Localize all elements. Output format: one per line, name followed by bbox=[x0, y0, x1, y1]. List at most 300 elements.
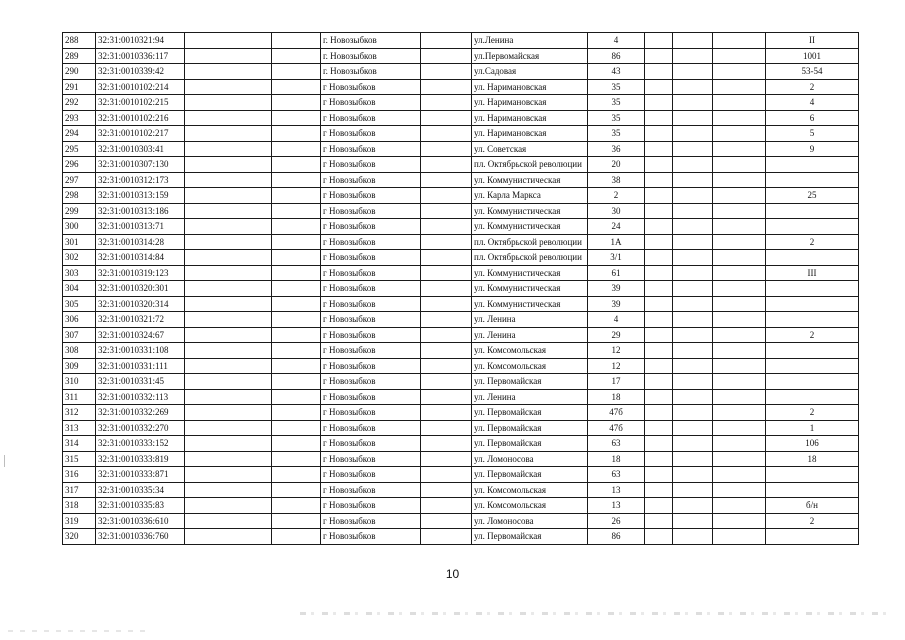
house-number-cell: 38 bbox=[588, 172, 645, 188]
row-number-cell: 299 bbox=[63, 203, 96, 219]
empty-cell bbox=[713, 64, 766, 80]
street-cell: ул.Первомайская bbox=[472, 48, 588, 64]
street-cell: ул. Ленина bbox=[472, 312, 588, 328]
empty-cell bbox=[673, 374, 713, 390]
town-cell: г Новозыбков bbox=[321, 482, 421, 498]
empty-cell bbox=[185, 498, 272, 514]
cadastral-number-cell: 32:31:0010320:314 bbox=[96, 296, 185, 312]
house-number-cell: 35 bbox=[588, 110, 645, 126]
empty-cell bbox=[421, 513, 472, 529]
row-number-cell: 316 bbox=[63, 467, 96, 483]
empty-cell bbox=[645, 33, 673, 49]
empty-cell bbox=[645, 389, 673, 405]
town-cell: г Новозыбков bbox=[321, 513, 421, 529]
house-number-cell: 18 bbox=[588, 451, 645, 467]
empty-cell bbox=[673, 281, 713, 297]
cadastral-number-cell: 32:31:0010102:216 bbox=[96, 110, 185, 126]
empty-cell bbox=[645, 358, 673, 374]
cadastral-number-cell: 32:31:0010324:67 bbox=[96, 327, 185, 343]
empty-cell bbox=[673, 172, 713, 188]
flat-number-cell bbox=[766, 172, 859, 188]
town-cell: г Новозыбков bbox=[321, 234, 421, 250]
empty-cell bbox=[185, 157, 272, 173]
empty-cell bbox=[713, 343, 766, 359]
empty-cell bbox=[645, 513, 673, 529]
empty-cell bbox=[421, 420, 472, 436]
row-number-cell: 315 bbox=[63, 451, 96, 467]
flat-number-cell bbox=[766, 203, 859, 219]
empty-cell bbox=[673, 188, 713, 204]
street-cell: ул. Коммунистическая bbox=[472, 203, 588, 219]
empty-cell bbox=[272, 265, 321, 281]
empty-cell bbox=[421, 467, 472, 483]
row-number-cell: 305 bbox=[63, 296, 96, 312]
row-number-cell: 306 bbox=[63, 312, 96, 328]
town-cell: г Новозыбков bbox=[321, 312, 421, 328]
empty-cell bbox=[645, 172, 673, 188]
table-row bbox=[63, 250, 859, 266]
street-cell: пл. Октябрьской революции bbox=[472, 250, 588, 266]
table-row bbox=[63, 157, 859, 173]
table-row bbox=[63, 513, 859, 529]
town-cell: г Новозыбков bbox=[321, 141, 421, 157]
flat-number-cell: III bbox=[766, 265, 859, 281]
empty-cell bbox=[713, 482, 766, 498]
empty-cell bbox=[673, 296, 713, 312]
street-cell: пл. Октябрьской революции bbox=[472, 234, 588, 250]
empty-cell bbox=[713, 296, 766, 312]
empty-cell bbox=[272, 405, 321, 421]
empty-cell bbox=[645, 420, 673, 436]
table-row bbox=[63, 374, 859, 390]
cadastral-number-cell: 32:31:0010314:28 bbox=[96, 234, 185, 250]
empty-cell bbox=[673, 33, 713, 49]
empty-cell bbox=[713, 265, 766, 281]
empty-cell bbox=[185, 374, 272, 390]
empty-cell bbox=[713, 420, 766, 436]
page-number: 10 bbox=[445, 567, 460, 581]
house-number-cell: 63 bbox=[588, 467, 645, 483]
empty-cell bbox=[673, 110, 713, 126]
empty-cell bbox=[272, 482, 321, 498]
town-cell: г Новозыбков bbox=[321, 467, 421, 483]
empty-cell bbox=[673, 451, 713, 467]
table-row bbox=[63, 482, 859, 498]
town-cell: г Новозыбков bbox=[321, 157, 421, 173]
street-cell: ул. Наримановская bbox=[472, 126, 588, 142]
row-number-cell: 311 bbox=[63, 389, 96, 405]
empty-cell bbox=[421, 64, 472, 80]
empty-cell bbox=[713, 79, 766, 95]
cadastral-number-cell: 32:31:0010335:34 bbox=[96, 482, 185, 498]
row-number-cell: 320 bbox=[63, 529, 96, 545]
town-cell: г Новозыбков bbox=[321, 203, 421, 219]
empty-cell bbox=[645, 234, 673, 250]
street-cell: ул. Комсомольская bbox=[472, 498, 588, 514]
empty-cell bbox=[713, 219, 766, 235]
flat-number-cell: 5 bbox=[766, 126, 859, 142]
empty-cell bbox=[272, 33, 321, 49]
house-number-cell: 86 bbox=[588, 48, 645, 64]
empty-cell bbox=[713, 498, 766, 514]
row-number-cell: 294 bbox=[63, 126, 96, 142]
empty-cell bbox=[185, 358, 272, 374]
cadastral-number-cell: 32:31:0010331:45 bbox=[96, 374, 185, 390]
empty-cell bbox=[713, 467, 766, 483]
row-number-cell: 304 bbox=[63, 281, 96, 297]
empty-cell bbox=[272, 296, 321, 312]
table-row bbox=[63, 79, 859, 95]
house-number-cell: 39 bbox=[588, 281, 645, 297]
town-cell: г. Новозыбков bbox=[321, 48, 421, 64]
flat-number-cell bbox=[766, 374, 859, 390]
scan-artifact bbox=[8, 630, 148, 632]
town-cell: г Новозыбков bbox=[321, 95, 421, 111]
table-row bbox=[63, 265, 859, 281]
empty-cell bbox=[713, 157, 766, 173]
flat-number-cell bbox=[766, 343, 859, 359]
house-number-cell: 26 bbox=[588, 513, 645, 529]
row-number-cell: 293 bbox=[63, 110, 96, 126]
empty-cell bbox=[272, 451, 321, 467]
table-row bbox=[63, 467, 859, 483]
empty-cell bbox=[673, 141, 713, 157]
empty-cell bbox=[645, 219, 673, 235]
empty-cell bbox=[673, 358, 713, 374]
town-cell: г. Новозыбков bbox=[321, 33, 421, 49]
row-number-cell: 309 bbox=[63, 358, 96, 374]
registry-body bbox=[63, 33, 859, 545]
row-number-cell: 308 bbox=[63, 343, 96, 359]
empty-cell bbox=[185, 296, 272, 312]
empty-cell bbox=[673, 498, 713, 514]
table-row bbox=[63, 529, 859, 545]
empty-cell bbox=[713, 312, 766, 328]
empty-cell bbox=[673, 420, 713, 436]
row-number-cell: 319 bbox=[63, 513, 96, 529]
town-cell: г Новозыбков bbox=[321, 420, 421, 436]
town-cell: г Новозыбков bbox=[321, 529, 421, 545]
flat-number-cell: 2 bbox=[766, 405, 859, 421]
row-number-cell: 310 bbox=[63, 374, 96, 390]
flat-number-cell bbox=[766, 157, 859, 173]
street-cell: ул. Карла Маркса bbox=[472, 188, 588, 204]
house-number-cell: 61 bbox=[588, 265, 645, 281]
row-number-cell: 307 bbox=[63, 327, 96, 343]
table-row bbox=[63, 219, 859, 235]
empty-cell bbox=[645, 296, 673, 312]
cadastral-number-cell: 32:31:0010331:108 bbox=[96, 343, 185, 359]
document-sheet bbox=[62, 32, 859, 545]
cadastral-number-cell: 32:31:0010333:819 bbox=[96, 451, 185, 467]
empty-cell bbox=[421, 48, 472, 64]
house-number-cell: 24 bbox=[588, 219, 645, 235]
empty-cell bbox=[421, 110, 472, 126]
empty-cell bbox=[272, 312, 321, 328]
table-row bbox=[63, 296, 859, 312]
table-row bbox=[63, 234, 859, 250]
house-number-cell: 3/1 bbox=[588, 250, 645, 266]
street-cell: ул. Коммунистическая bbox=[472, 219, 588, 235]
empty-cell bbox=[673, 513, 713, 529]
empty-cell bbox=[673, 327, 713, 343]
empty-cell bbox=[673, 95, 713, 111]
street-cell: ул.Садовая bbox=[472, 64, 588, 80]
empty-cell bbox=[272, 172, 321, 188]
empty-cell bbox=[185, 451, 272, 467]
empty-cell bbox=[272, 126, 321, 142]
empty-cell bbox=[645, 126, 673, 142]
empty-cell bbox=[185, 79, 272, 95]
empty-cell bbox=[713, 234, 766, 250]
town-cell: г Новозыбков bbox=[321, 110, 421, 126]
empty-cell bbox=[645, 405, 673, 421]
table-row bbox=[63, 110, 859, 126]
street-cell: ул. Комсомольская bbox=[472, 358, 588, 374]
empty-cell bbox=[673, 405, 713, 421]
town-cell: г Новозыбков bbox=[321, 389, 421, 405]
row-number-cell: 298 bbox=[63, 188, 96, 204]
empty-cell bbox=[673, 79, 713, 95]
empty-cell bbox=[185, 389, 272, 405]
flat-number-cell: б/н bbox=[766, 498, 859, 514]
row-number-cell: 290 bbox=[63, 64, 96, 80]
empty-cell bbox=[421, 281, 472, 297]
empty-cell bbox=[421, 141, 472, 157]
empty-cell bbox=[645, 157, 673, 173]
flat-number-cell bbox=[766, 358, 859, 374]
cadastral-number-cell: 32:31:0010336:610 bbox=[96, 513, 185, 529]
street-cell: ул. Ломоносова bbox=[472, 451, 588, 467]
flat-number-cell bbox=[766, 296, 859, 312]
table-row bbox=[63, 343, 859, 359]
table-row bbox=[63, 451, 859, 467]
empty-cell bbox=[421, 296, 472, 312]
row-number-cell: 314 bbox=[63, 436, 96, 452]
table-row bbox=[63, 358, 859, 374]
empty-cell bbox=[673, 64, 713, 80]
row-number-cell: 289 bbox=[63, 48, 96, 64]
empty-cell bbox=[673, 48, 713, 64]
cadastral-number-cell: 32:31:0010321:94 bbox=[96, 33, 185, 49]
empty-cell bbox=[713, 327, 766, 343]
empty-cell bbox=[673, 250, 713, 266]
town-cell: г Новозыбков bbox=[321, 451, 421, 467]
empty-cell bbox=[645, 281, 673, 297]
cadastral-number-cell: 32:31:0010102:217 bbox=[96, 126, 185, 142]
empty-cell bbox=[272, 79, 321, 95]
flat-number-cell: 2 bbox=[766, 513, 859, 529]
flat-number-cell bbox=[766, 312, 859, 328]
street-cell: ул. Первомайская bbox=[472, 436, 588, 452]
empty-cell bbox=[185, 64, 272, 80]
empty-cell bbox=[713, 141, 766, 157]
house-number-cell: 35 bbox=[588, 79, 645, 95]
empty-cell bbox=[185, 436, 272, 452]
empty-cell bbox=[272, 250, 321, 266]
empty-cell bbox=[421, 405, 472, 421]
street-cell: ул. Первомайская bbox=[472, 420, 588, 436]
empty-cell bbox=[713, 374, 766, 390]
empty-cell bbox=[185, 343, 272, 359]
house-number-cell: 47б bbox=[588, 420, 645, 436]
house-number-cell: 47б bbox=[588, 405, 645, 421]
empty-cell bbox=[421, 482, 472, 498]
empty-cell bbox=[645, 498, 673, 514]
town-cell: г Новозыбков bbox=[321, 265, 421, 281]
empty-cell bbox=[185, 312, 272, 328]
empty-cell bbox=[185, 482, 272, 498]
empty-cell bbox=[272, 110, 321, 126]
row-number-cell: 318 bbox=[63, 498, 96, 514]
cadastral-number-cell: 32:31:0010333:871 bbox=[96, 467, 185, 483]
empty-cell bbox=[185, 203, 272, 219]
flat-number-cell: 18 bbox=[766, 451, 859, 467]
empty-cell bbox=[673, 157, 713, 173]
empty-cell bbox=[421, 374, 472, 390]
table-row bbox=[63, 436, 859, 452]
empty-cell bbox=[645, 467, 673, 483]
empty-cell bbox=[713, 451, 766, 467]
empty-cell bbox=[713, 188, 766, 204]
empty-cell bbox=[421, 188, 472, 204]
row-number-cell: 288 bbox=[63, 33, 96, 49]
cadastral-number-cell: 32:31:0010313:71 bbox=[96, 219, 185, 235]
table-row bbox=[63, 281, 859, 297]
scan-artifact bbox=[4, 455, 5, 467]
house-number-cell: 4 bbox=[588, 312, 645, 328]
street-cell: ул. Комсомольская bbox=[472, 343, 588, 359]
empty-cell bbox=[185, 250, 272, 266]
street-cell: ул. Коммунистическая bbox=[472, 296, 588, 312]
house-number-cell: 4 bbox=[588, 33, 645, 49]
town-cell: г Новозыбков bbox=[321, 374, 421, 390]
empty-cell bbox=[673, 265, 713, 281]
empty-cell bbox=[421, 312, 472, 328]
row-number-cell: 312 bbox=[63, 405, 96, 421]
town-cell: г Новозыбков bbox=[321, 327, 421, 343]
house-number-cell: 12 bbox=[588, 358, 645, 374]
empty-cell bbox=[645, 250, 673, 266]
empty-cell bbox=[713, 281, 766, 297]
empty-cell bbox=[673, 467, 713, 483]
empty-cell bbox=[421, 219, 472, 235]
town-cell: г Новозыбков bbox=[321, 436, 421, 452]
cadastral-number-cell: 32:31:0010335:83 bbox=[96, 498, 185, 514]
house-number-cell: 43 bbox=[588, 64, 645, 80]
empty-cell bbox=[421, 451, 472, 467]
cadastral-number-cell: 32:31:0010320:301 bbox=[96, 281, 185, 297]
empty-cell bbox=[673, 203, 713, 219]
house-number-cell: 17 bbox=[588, 374, 645, 390]
table-row bbox=[63, 389, 859, 405]
empty-cell bbox=[185, 234, 272, 250]
house-number-cell: 2 bbox=[588, 188, 645, 204]
cadastral-number-cell: 32:31:0010333:152 bbox=[96, 436, 185, 452]
empty-cell bbox=[272, 358, 321, 374]
empty-cell bbox=[421, 157, 472, 173]
house-number-cell: 1А bbox=[588, 234, 645, 250]
empty-cell bbox=[421, 529, 472, 545]
table-row bbox=[63, 405, 859, 421]
street-cell: ул. Советская bbox=[472, 141, 588, 157]
empty-cell bbox=[185, 48, 272, 64]
cadastral-number-cell: 32:31:0010313:186 bbox=[96, 203, 185, 219]
cadastral-number-cell: 32:31:0010332:113 bbox=[96, 389, 185, 405]
cadastral-number-cell: 32:31:0010332:269 bbox=[96, 405, 185, 421]
empty-cell bbox=[185, 141, 272, 157]
cadastral-number-cell: 32:31:0010313:159 bbox=[96, 188, 185, 204]
empty-cell bbox=[185, 327, 272, 343]
flat-number-cell bbox=[766, 467, 859, 483]
empty-cell bbox=[272, 188, 321, 204]
empty-cell bbox=[272, 498, 321, 514]
street-cell: пл. Октябрьской революции bbox=[472, 157, 588, 173]
row-number-cell: 317 bbox=[63, 482, 96, 498]
town-cell: г Новозыбков bbox=[321, 343, 421, 359]
empty-cell bbox=[645, 482, 673, 498]
empty-cell bbox=[421, 126, 472, 142]
empty-cell bbox=[421, 436, 472, 452]
flat-number-cell: 6 bbox=[766, 110, 859, 126]
empty-cell bbox=[645, 95, 673, 111]
street-cell: ул. Комсомольская bbox=[472, 482, 588, 498]
empty-cell bbox=[645, 529, 673, 545]
flat-number-cell: 53-54 bbox=[766, 64, 859, 80]
empty-cell bbox=[272, 513, 321, 529]
street-cell: ул. Коммунистическая bbox=[472, 265, 588, 281]
empty-cell bbox=[185, 281, 272, 297]
cadastral-number-cell: 32:31:0010319:123 bbox=[96, 265, 185, 281]
empty-cell bbox=[272, 389, 321, 405]
flat-number-cell: 1001 bbox=[766, 48, 859, 64]
empty-cell bbox=[421, 498, 472, 514]
empty-cell bbox=[421, 327, 472, 343]
street-cell: ул. Ленина bbox=[472, 389, 588, 405]
empty-cell bbox=[645, 79, 673, 95]
town-cell: г Новозыбков bbox=[321, 296, 421, 312]
empty-cell bbox=[421, 250, 472, 266]
cadastral-number-cell: 32:31:0010303:41 bbox=[96, 141, 185, 157]
flat-number-cell bbox=[766, 389, 859, 405]
empty-cell bbox=[645, 312, 673, 328]
flat-number-cell: II bbox=[766, 33, 859, 49]
empty-cell bbox=[713, 389, 766, 405]
street-cell: ул. Первомайская bbox=[472, 467, 588, 483]
town-cell: г. Новозыбков bbox=[321, 64, 421, 80]
empty-cell bbox=[272, 343, 321, 359]
flat-number-cell: 9 bbox=[766, 141, 859, 157]
empty-cell bbox=[185, 95, 272, 111]
empty-cell bbox=[272, 141, 321, 157]
flat-number-cell: 2 bbox=[766, 79, 859, 95]
empty-cell bbox=[272, 467, 321, 483]
empty-cell bbox=[272, 529, 321, 545]
table-row bbox=[63, 64, 859, 80]
empty-cell bbox=[673, 126, 713, 142]
empty-cell bbox=[713, 95, 766, 111]
empty-cell bbox=[645, 265, 673, 281]
table-row bbox=[63, 141, 859, 157]
cadastral-number-cell: 32:31:0010339:42 bbox=[96, 64, 185, 80]
town-cell: г Новозыбков bbox=[321, 188, 421, 204]
empty-cell bbox=[272, 327, 321, 343]
empty-cell bbox=[421, 358, 472, 374]
row-number-cell: 296 bbox=[63, 157, 96, 173]
empty-cell bbox=[673, 234, 713, 250]
house-number-cell: 20 bbox=[588, 157, 645, 173]
town-cell: г Новозыбков bbox=[321, 358, 421, 374]
